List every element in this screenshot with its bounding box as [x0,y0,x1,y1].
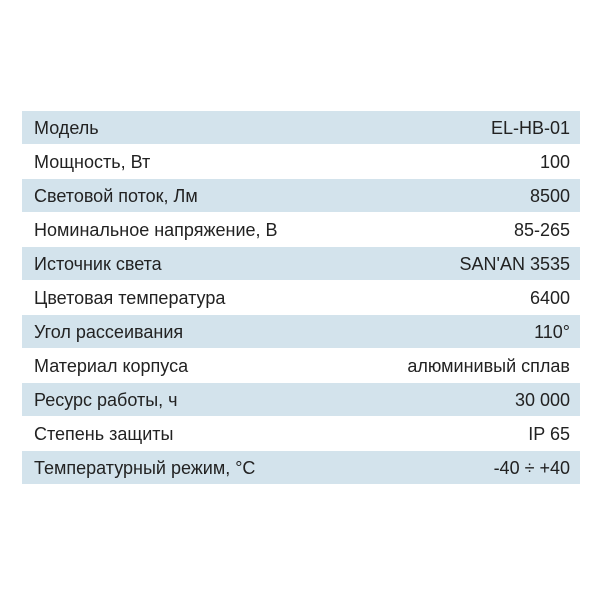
spec-label: Мощность, Вт [34,151,151,172]
spec-row-model [22,111,580,145]
spec-value: 85-265 [513,219,570,240]
spec-value: 110° [534,321,570,342]
spec-value: -40 ÷ +40 [493,457,570,478]
spec-table [22,111,580,485]
spec-value: алюминивый сплав [407,355,570,376]
spec-label: Световой поток, Лм [34,185,198,206]
spec-value: IP 65 [528,423,570,444]
spec-label: Номинальное напряжение, В [34,219,278,240]
spec-row-light-source [22,247,580,281]
spec-label: Цветовая температура [34,287,226,308]
spec-row-lifetime [22,383,580,417]
spec-row-protection-rating [22,417,580,451]
spec-value: 8500 [529,185,570,206]
spec-value: 6400 [529,287,570,308]
spec-value: SAN'AN 3535 [459,253,570,274]
spec-label: Модель [34,117,99,138]
spec-label: Степень защиты [34,423,174,444]
spec-label: Материал корпуса [34,355,189,376]
spec-label: Температурный режим, °С [34,457,256,478]
spec-label: Источник света [34,253,162,274]
spec-value: 100 [539,151,570,172]
spec-row-temperature-range [22,451,580,485]
spec-row-housing-material [22,349,580,383]
spec-row-luminous-flux [22,179,580,213]
spec-value: 30 000 [514,389,570,410]
spec-row-voltage [22,213,580,247]
spec-value: EL-HB-01 [490,117,570,138]
spec-row-power [22,145,580,179]
spec-row-color-temperature [22,281,580,315]
spec-row-beam-angle [22,315,580,349]
spec-label: Ресурс работы, ч [34,389,178,410]
spec-label: Угол рассеивания [34,321,184,342]
